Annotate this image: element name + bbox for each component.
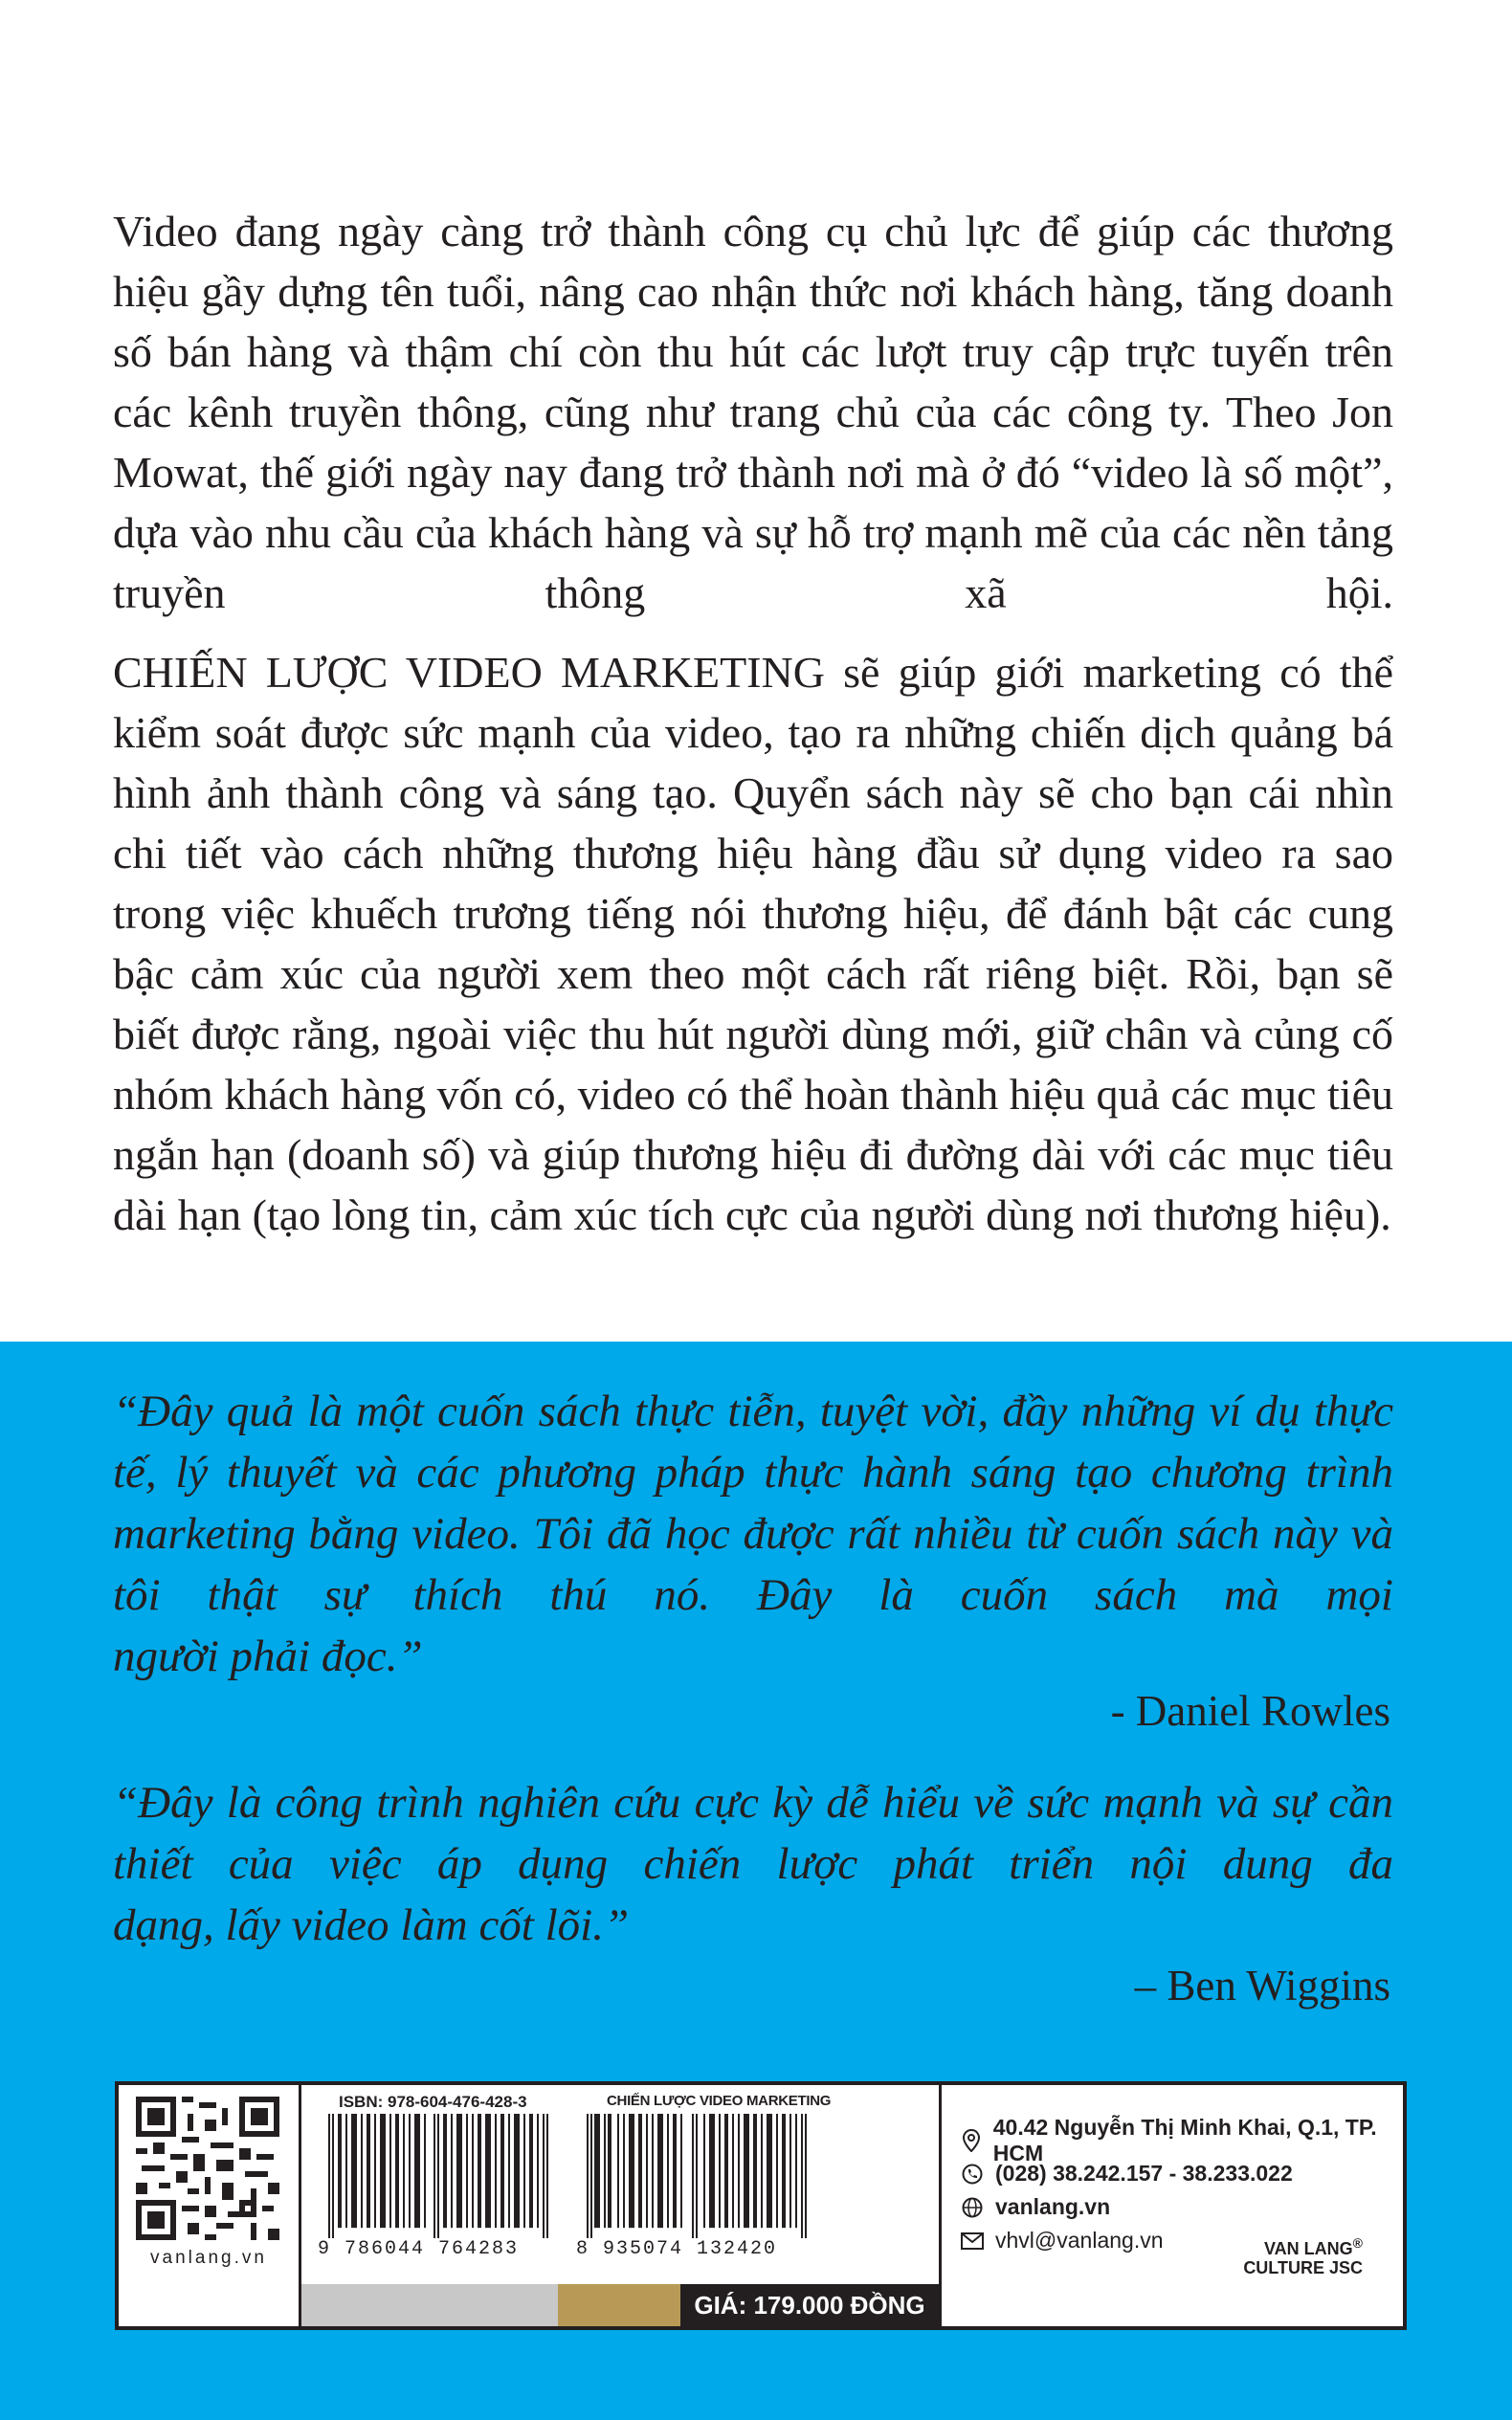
barcode-icon bbox=[583, 2114, 812, 2238]
quote-1 bbox=[113, 1381, 1393, 1687]
description-paragraph-2: CHIẾN LƯỢC VIDEO MARKETING sẽ giúp giới marketing có thể kiểm soát được sức mạnh của video, tạo ra những chiến dịch quảng bá hình ảnh thành công và sáng tạo. Quyển sách này sẽ cho bạn cái nhìn chi tiết vào cách những thương hiệu hàng đầu sử dụng video ra sao trong việc khuếch trương tiếng nói thương hiệu, để đánh bật các cung bậc cảm xúc của người xem theo một cách rất riêng biệt. Rồi, bạn sẽ biết được rằng, ngoài việc thu hút người dùng mới, giữ chân và củng cố nhóm khách hàng vốn có, video có thể hoàn thành hiệu quả các mục tiêu ngắn hạn (doanh số) và giúp thương hiệu đi đường dài với các mục tiêu dài hạn (tạo lòng tin, cảm xúc tích cực của người dùng nơi thương hiệu). bbox=[113, 648, 1393, 1239]
mail-icon bbox=[961, 2230, 984, 2253]
quote-2-text: “Đây là công trình nghiên cứu cực kỳ dễ hiểu về sức mạnh và sự cần thiết của việc áp dụng chiến lược phát triển nội dung đa bbox=[113, 1778, 1393, 1889]
description-paragraph-1: Video đang ngày càng trở thành công cụ chủ lực để giúp các thương hiệu gầy dựng tên tuổi, nâng cao nhận thức nơi khách hàng, tăng doanh số bán hàng và thậm chí còn thu hút các lượt truy cập trực tuyến trên các kênh truyền thông, cũng như trang chủ của các công ty. Theo Jon Mowat, thế giới ngày nay đang trở thành nơi mà ở đó “video là số một”, dựa vào nhu cầu của khách hàng và sự hỗ trợ mạnh mẽ của các nền tảng truyền thông xã hội. bbox=[113, 207, 1393, 617]
price-label: GIÁ: 179.000 ĐỒNG bbox=[680, 2284, 939, 2326]
phone-text: (028) 38.242.157 - 38.233.022 bbox=[995, 2161, 1293, 2186]
quote-1-tail: người phải đọc.” bbox=[113, 1632, 423, 1681]
phone-icon bbox=[961, 2163, 984, 2186]
qr-code-icon bbox=[136, 2097, 279, 2240]
quote-2-author: – Ben Wiggins bbox=[1134, 1962, 1390, 2009]
globe-icon bbox=[961, 2196, 984, 2219]
registered-mark: ® bbox=[1352, 2235, 1363, 2251]
qr-url: vanlang.vn bbox=[150, 2248, 267, 2268]
isbn-digits: 9 786044 764283 bbox=[318, 2238, 520, 2260]
isbn-label: ISBN: 978-604-476-428-3 bbox=[339, 2093, 527, 2111]
contact-website bbox=[961, 2190, 1391, 2224]
contact-address bbox=[961, 2114, 1391, 2165]
isbn-barcode bbox=[310, 2093, 559, 2260]
ean-digits: 8 935074 132420 bbox=[576, 2238, 778, 2260]
quote-1-text: “Đây quả là một cuốn sách thực tiễn, tuyệt vời, đầy những ví dụ thực tế, lý thuyết và các phương pháp thực hành sáng tạo chương trình marketing bằng video. Tôi đã học được rất nhiều từ cuốn sách này và tôi thật sự thích thú nó. Đây là cuốn sách mà mọi bbox=[113, 1387, 1393, 1620]
location-icon bbox=[961, 2129, 982, 2152]
gray-strip bbox=[301, 2284, 558, 2326]
publisher-info-box bbox=[115, 2081, 1407, 2330]
ean-barcode bbox=[568, 2093, 832, 2260]
email-text: vhvl@vanlang.vn bbox=[995, 2228, 1164, 2253]
quote-2 bbox=[113, 1772, 1393, 1956]
qr-area bbox=[132, 2097, 285, 2288]
website-text: vanlang.vn bbox=[995, 2194, 1111, 2219]
gold-strip bbox=[558, 2284, 680, 2326]
divider bbox=[939, 2085, 942, 2326]
logo-line-2: CULTURE JSC bbox=[1243, 2258, 1363, 2277]
quote-2-tail: dạng, lấy video làm cốt lõi.” bbox=[113, 1900, 630, 1950]
book-title-small: CHIẾN LƯỢC VIDEO MARKETING bbox=[607, 2093, 832, 2109]
logo-line-1: VAN LANG bbox=[1264, 2239, 1353, 2258]
description-block bbox=[113, 201, 1393, 1264]
quote-1-author: - Daniel Rowles bbox=[1110, 1687, 1390, 1735]
address-text: 40.42 Nguyễn Thị Minh Khai, Q.1, TP. HCM bbox=[992, 2114, 1377, 2165]
barcode-icon bbox=[324, 2114, 554, 2238]
publisher-logo bbox=[1219, 2233, 1363, 2277]
